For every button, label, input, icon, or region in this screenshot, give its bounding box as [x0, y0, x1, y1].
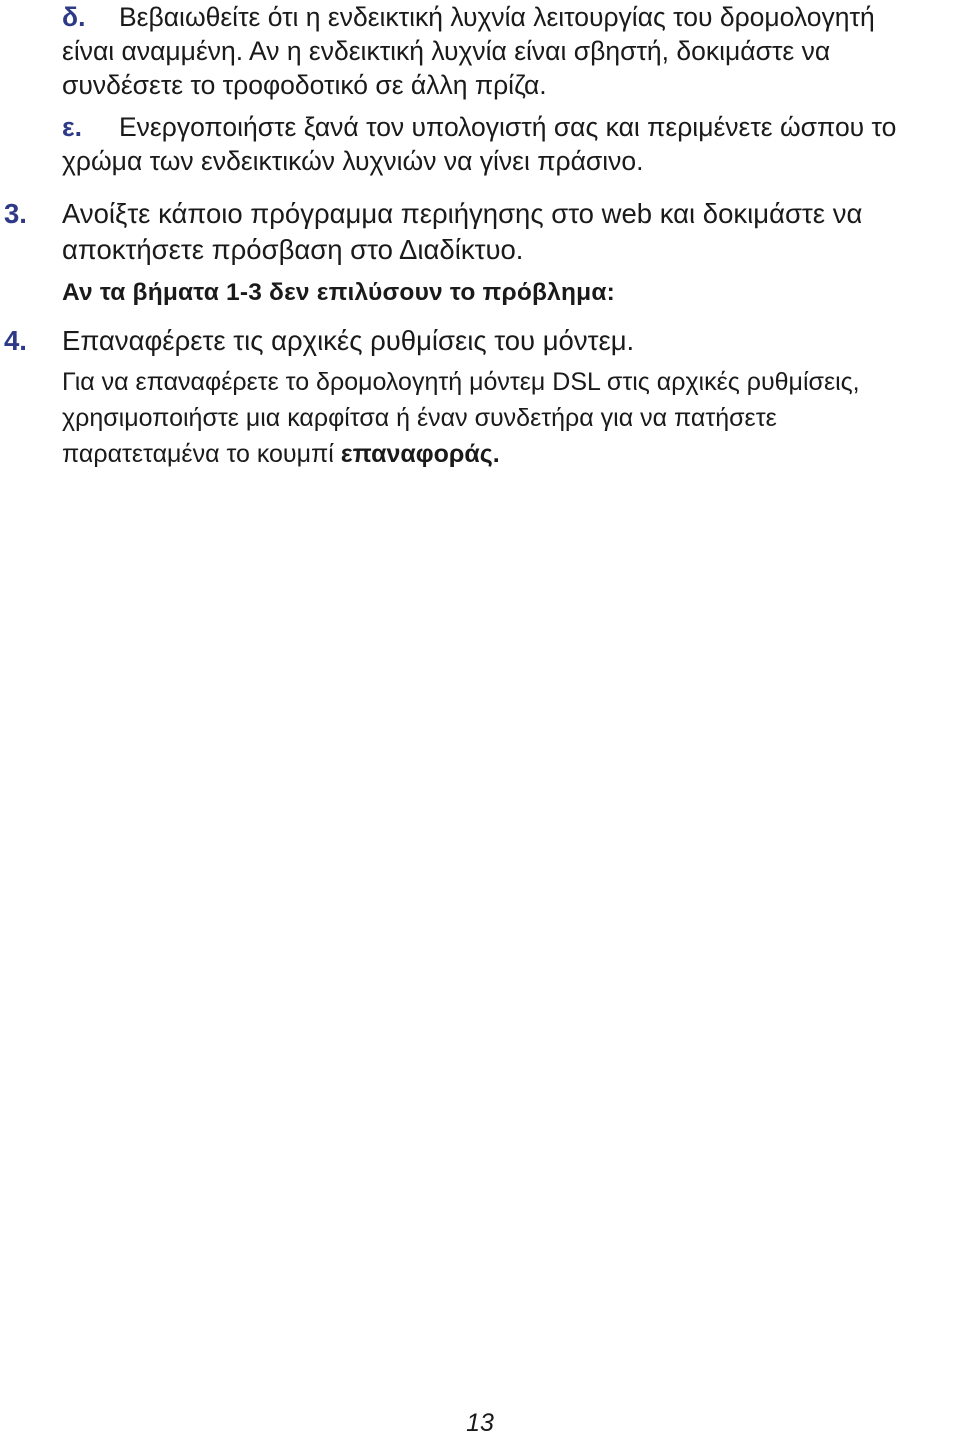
reset-paragraph-line-2: χρησιμοποιήστε μια καρφίτσα ή έναν συνδετήρα για να πατήσετε: [62, 404, 777, 432]
step-3-text: [62, 196, 960, 268]
reset-paragraph: [0, 364, 960, 472]
reset-paragraph-line-3: [62, 436, 960, 472]
list-marker-e: ε.: [62, 112, 82, 142]
list-item-e-text: [62, 110, 960, 178]
list-item-e: [0, 110, 960, 178]
section-heading: Αν τα βήματα 1-3 δεν επιλύσουν το πρόβλημα:: [62, 279, 615, 306]
step-3-line-1: Ανοίξτε κάποιο πρόγραμμα περιήγησης στο web και δοκιμάστε να: [62, 198, 863, 229]
list-item-d-line-1: Βεβαιωθείτε ότι η ενδεικτική λυχνία λειτουργίας του δρομολογητή: [119, 2, 875, 32]
list-marker-d: δ.: [62, 2, 86, 32]
list-item-e-line-1: Ενεργοποιήστε ξανά τον υπολογιστή σας και περιμένετε ώσπου το: [119, 112, 897, 142]
list-item-d: [0, 0, 960, 102]
step-3-marker: 3.: [4, 198, 27, 229]
list-item-d-text: [62, 0, 960, 102]
page-number: 13: [466, 1409, 494, 1437]
reset-paragraph-line-3-prefix: παρατεταμένα το κουμπί: [62, 440, 341, 468]
list-item-d-line-3: συνδέσετε το τροφοδοτικό σε άλλη πρίζα.: [62, 70, 547, 100]
step-4: [0, 323, 960, 359]
step-3: [0, 196, 960, 268]
list-item-e-line-2: χρώμα των ενδεικτικών λυχνιών να γίνει πράσινο.: [62, 146, 644, 176]
reset-button-name: επαναφοράς.: [340, 440, 500, 468]
step-4-marker: 4.: [4, 325, 27, 356]
step-3-line-2: αποκτήσετε πρόσβαση στο Διαδίκτυο.: [62, 234, 524, 265]
list-item-d-line-2: είναι αναμμένη. Αν η ενδεικτική λυχνία είναι σβηστή, δοκιμάστε να: [62, 36, 831, 66]
step-4-text: Επαναφέρετε τις αρχικές ρυθμίσεις του μόντεμ.: [62, 325, 635, 356]
reset-paragraph-line-1: Για να επαναφέρετε το δρομολογητή μόντεμ DSL στις αρχικές ρυθμίσεις,: [62, 368, 860, 396]
